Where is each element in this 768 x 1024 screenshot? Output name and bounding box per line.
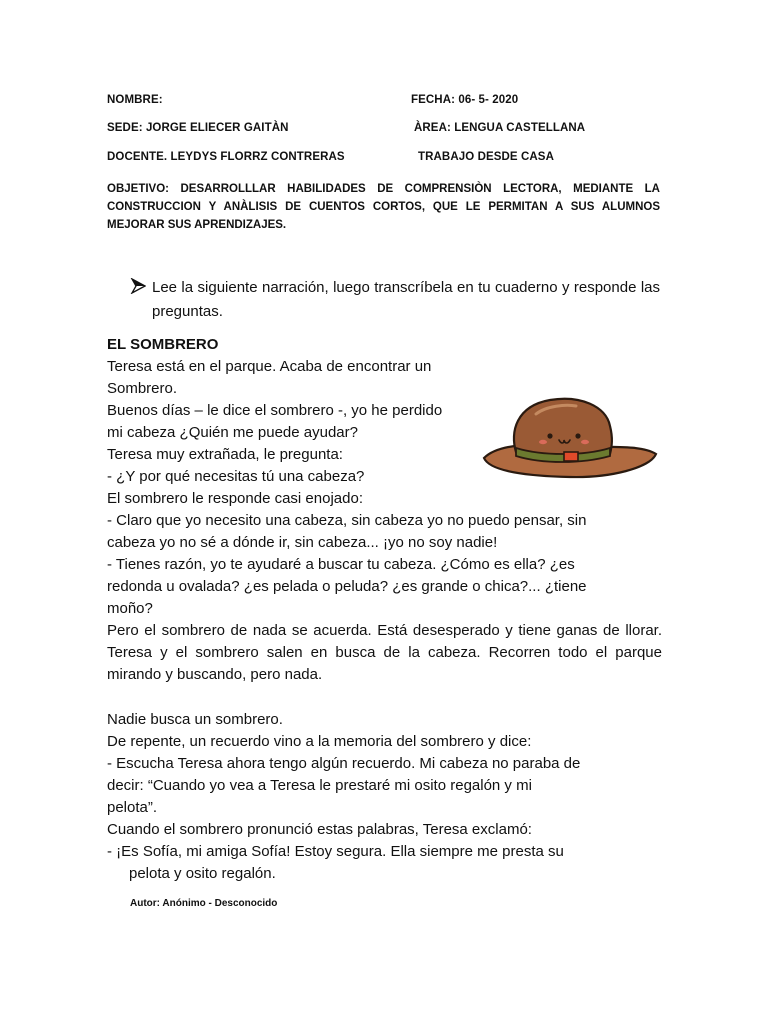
arrow-bullet-icon <box>130 278 148 298</box>
sede-label: SEDE: JORGE ELIECER GAITÀN <box>107 122 289 134</box>
story-line: mi cabeza ¿Quién me puede ayudar? <box>107 424 358 441</box>
fecha-label: FECHA: 06- 5- 2020 <box>411 94 519 106</box>
story <box>107 334 662 686</box>
story-line: Sombrero. <box>107 380 178 397</box>
story-line: Teresa está en el parque. Acaba de encontrar un <box>107 358 432 375</box>
story-title: EL SOMBRERO <box>107 336 219 353</box>
story-line: - ¿Y por qué necesitas tú una cabeza? <box>107 468 365 485</box>
objective-text: OBJETIVO: DESARROLLLAR HABILIDADES DE COMPRENSIÒN LECTORA, MEDIANTE LA CONSTRUCCION Y ANÀLISIS DE CUENTOS CORTOS, QUE LE PERMITAN A SUS ALUMNOS MEJORAR SUS APRENDIZAJES. <box>107 183 660 231</box>
author-credit: Autor: Anónimo - Desconocido <box>130 898 278 909</box>
area-label: ÀREA: LENGUA CASTELLANA <box>414 122 586 134</box>
story-line: Cuando el sombrero pronunció estas palabras, Teresa exclamó: <box>107 821 532 838</box>
instruction-text: Lee la siguiente narración, luego transcríbela en tu cuaderno y responde las preguntas. <box>152 279 660 320</box>
story-line: - ¡Es Sofía, mi amiga Sofía! Estoy segura. Ella siempre me presta su <box>107 843 564 860</box>
story-line: De repente, un recuerdo vino a la memoria del sombrero y dice: <box>107 733 532 750</box>
nombre-label: NOMBRE: <box>107 94 163 106</box>
story-line: pelota y osito regalón. <box>129 865 276 882</box>
story-line: - Escucha Teresa ahora tengo algún recuerdo. Mi cabeza no paraba de <box>107 755 581 772</box>
story-line: pelota”. <box>107 799 158 816</box>
story-continued <box>107 709 662 885</box>
story-paragraph: - Tienes razón, yo te ayudaré a buscar tu cabeza. ¿Cómo es ella? ¿es redonda u ovalada? ¿es pelada o peluda? ¿es grande o chica?... ¿tiene moño? <box>107 556 587 617</box>
story-line: Buenos días – le dice el sombrero -, yo he perdido <box>107 402 443 419</box>
story-line: El sombrero le responde casi enojado: <box>107 490 363 507</box>
instruction <box>130 276 660 324</box>
hat-illustration-icon <box>480 392 660 482</box>
story-paragraph: - Claro que yo necesito una cabeza, sin cabeza yo no puedo pensar, sin cabeza yo no sé a dónde ir, sin cabeza... ¡yo no soy nadie! <box>107 512 587 551</box>
story-line: decir: “Cuando yo vea a Teresa le prestaré mi osito regalón y mi <box>107 777 532 794</box>
docente-label: DOCENTE. LEYDYS FLORRZ CONTRERAS <box>107 151 345 163</box>
story-paragraph: Pero el sombrero de nada se acuerda. Está desesperado y tiene ganas de llorar. Teresa y el sombrero salen en busca de la cabeza. Recorren todo el parque mirando y buscando, pero nada. <box>107 622 662 683</box>
story-line: Teresa muy extrañada, le pregunta: <box>107 446 343 463</box>
trabajo-label: TRABAJO DESDE CASA <box>418 151 554 163</box>
story-line: Nadie busca un sombrero. <box>107 711 283 728</box>
